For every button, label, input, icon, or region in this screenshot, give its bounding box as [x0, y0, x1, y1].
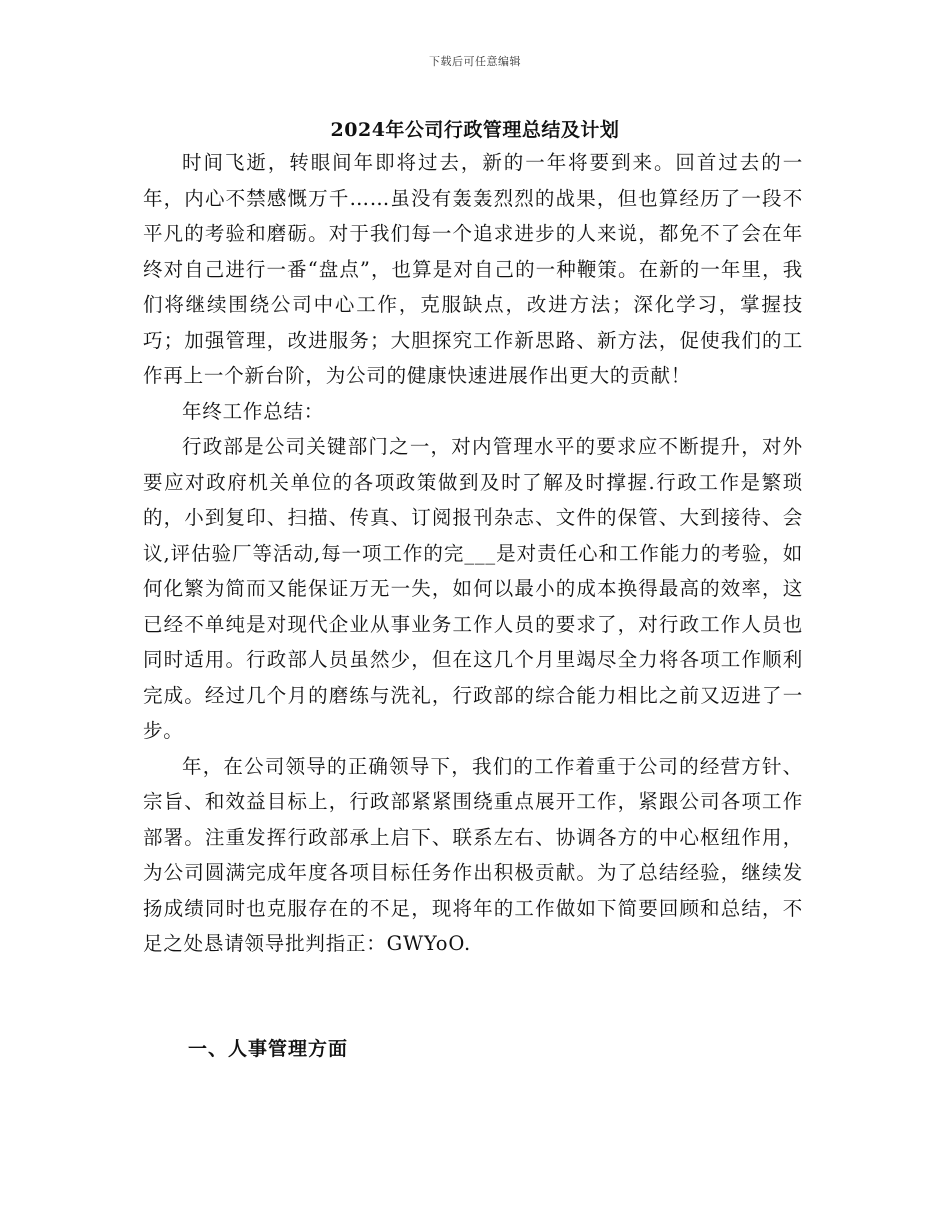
document-body — [143, 145, 803, 962]
header-note: 下载后可任意编辑 — [429, 55, 521, 68]
paragraph-intro: 时间飞逝，转眼间年即将过去，新的一年将要到来。回首过去的一年，内心不禁感慨万千……虽没有轰轰烈烈的战果，但也算经历了一段不平凡的考验和磨砺。对于我们每一个追求进步的人来说，都免不了会在年终对自己进行一番“盘点”，也算是对自己的一种鞭策。在新的一年里，我们将继续围绕公司中心工作，克服缺点，改进方法；深化学习，掌握技巧；加强管理，改进服务；大胆探究工作新思路、新方法，促使我们的工作再上一个新台阶，为公司的健康快速进展作出更大的贡献！ — [143, 151, 803, 387]
section-heading: 一、人事管理方面 — [188, 1038, 349, 1060]
paragraph-summary-label: 年终工作总结： — [182, 399, 325, 423]
document-title: 2024年公司行政管理总结及计划 — [330, 119, 620, 141]
paragraph-year-review: 年，在公司领导的正确领导下，我们的工作着重于公司的经营方针、宗旨、和效益目标上，行政部紧紧围绕重点展开工作，紧跟公司各项工作部署。注重发挥行政部承上启下、联系左右、协调各方的中心枢纽作用，为公司圆满完成年度各项目标任务作出积极贡献。为了总结经验，继续发扬成绩同时也克服存在的不足，现将年的工作做如下简要回顾和总结，不足之处恳请领导批判指正：GWYoO. — [143, 754, 803, 955]
paragraph-admin-dept: 行政部是公司关键部门之一，对内管理水平的要求应不断提升，对外要应对政府机关单位的各项政策做到及时了解及时撑握.行政工作是繁琐的，小到复印、扫描、传真、订阅报刊杂志、文件的保管、大到接待、会议,评估验厂等活动,每一项工作的完___是对责任心和工作能力的考验，如何化繁为简而又能保证万无一失，如何以最小的成本换得最高的效率，这已经不单纯是对现代企业从事业务工作人员的要求了，对行政工作人员也同时适用。行政部人员虽然少，但在这几个月里竭尽全力将各项工作顺利完成。经过几个月的磨练与洗礼，行政部的综合能力相比之前又迈进了一步。 — [143, 435, 803, 742]
